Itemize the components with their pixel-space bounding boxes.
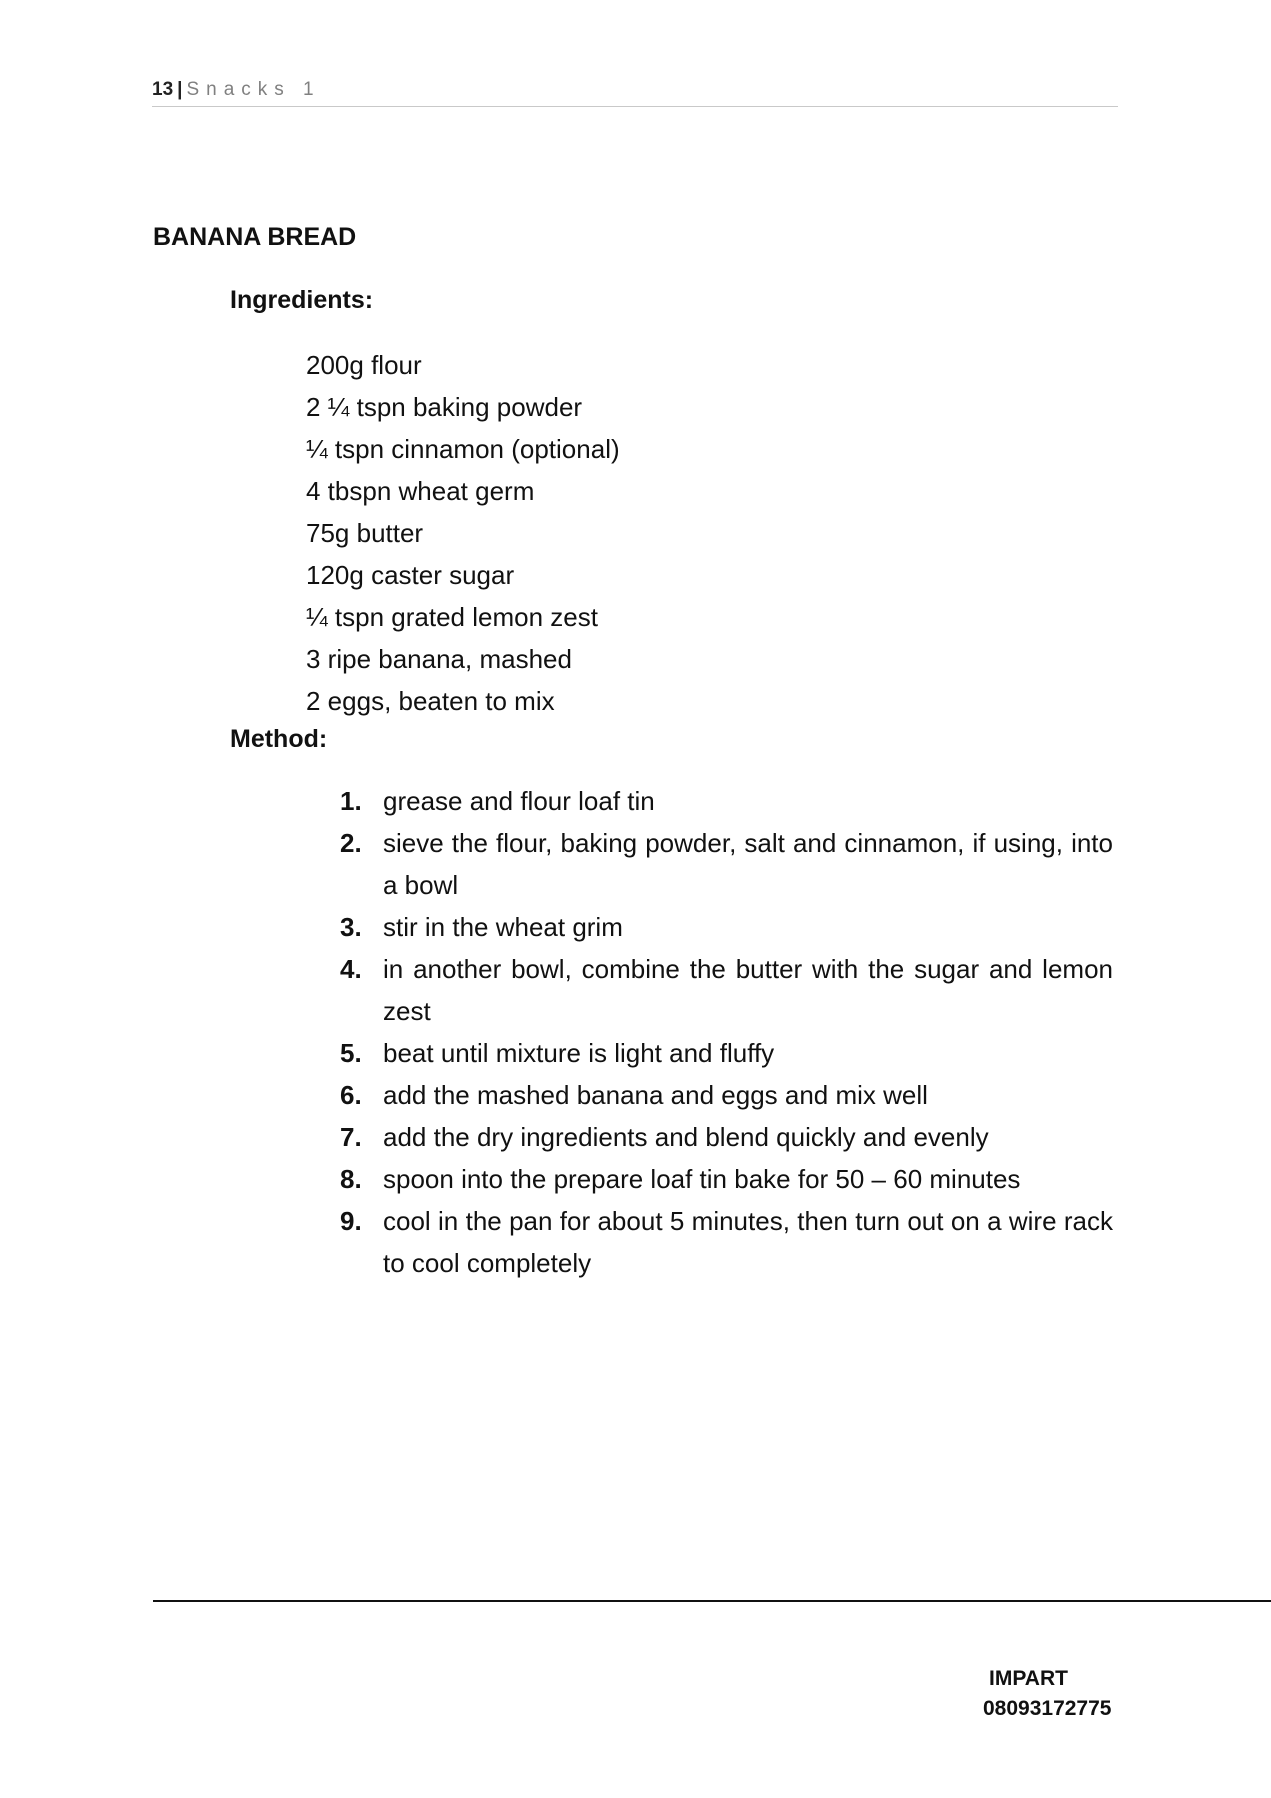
step-number: 2.	[340, 828, 362, 858]
method-step	[340, 780, 1113, 822]
method-step	[340, 822, 1113, 906]
footer-divider	[153, 1600, 1271, 1602]
step-number: 4.	[340, 954, 362, 984]
step-number: 5.	[340, 1038, 362, 1068]
step-number: 1.	[340, 786, 362, 816]
ingredient-item: 2 eggs, beaten to mix	[306, 686, 555, 716]
method-step	[340, 948, 1113, 1032]
ingredient-item: 2 ¼ tspn baking powder	[306, 392, 583, 422]
section-title: Snacks 1	[186, 79, 321, 100]
step-text: add the dry ingredients and blend quickly and evenly	[383, 1122, 989, 1152]
step-text: in another bowl, combine the butter with the sugar and lemon zest	[383, 954, 1113, 1026]
ingredient-item: 120g caster sugar	[306, 560, 515, 590]
method-heading: Method:	[230, 725, 328, 753]
footer-phone: 08093172775	[983, 1697, 1112, 1720]
method-step	[340, 1074, 1113, 1116]
step-number: 3.	[340, 912, 362, 942]
ingredients-list	[306, 344, 620, 722]
step-number: 6.	[340, 1080, 362, 1110]
step-number: 8.	[340, 1164, 362, 1194]
ingredient-item: ¼ tspn cinnamon (optional)	[306, 434, 620, 464]
ingredient-item: 75g butter	[306, 518, 424, 548]
step-text: spoon into the prepare loaf tin bake for 50 – 60 minutes	[383, 1164, 1021, 1194]
method-step	[340, 1032, 1113, 1074]
step-text: stir in the wheat grim	[383, 912, 623, 942]
method-list	[340, 780, 1113, 1284]
recipe-title: BANANA BREAD	[153, 223, 357, 251]
step-number: 7.	[340, 1122, 362, 1152]
ingredient-item: 4 tbspn wheat germ	[306, 476, 535, 506]
ingredient-item: 200g flour	[306, 350, 422, 380]
page-footer	[983, 1664, 1113, 1724]
header-separator: |	[177, 79, 183, 100]
method-step	[340, 906, 1113, 948]
method-step	[340, 1158, 1113, 1200]
step-number: 9.	[340, 1206, 362, 1236]
method-step	[340, 1200, 1113, 1284]
step-text: sieve the flour, baking powder, salt and cinnamon, if using, into a bowl	[383, 828, 1113, 900]
page-number: 13	[152, 79, 174, 100]
step-text: beat until mixture is light and fluffy	[383, 1038, 775, 1068]
ingredient-item: ¼ tspn grated lemon zest	[306, 602, 598, 632]
page-header	[152, 78, 1118, 107]
step-text: add the mashed banana and eggs and mix well	[383, 1080, 928, 1110]
method-step	[340, 1116, 1113, 1158]
ingredient-item: 3 ripe banana, mashed	[306, 644, 572, 674]
footer-organization: IMPART	[989, 1667, 1068, 1690]
step-text: grease and flour loaf tin	[383, 786, 655, 816]
step-text: cool in the pan for about 5 minutes, then turn out on a wire rack to cool completely	[383, 1206, 1113, 1278]
ingredients-heading: Ingredients:	[230, 286, 374, 314]
